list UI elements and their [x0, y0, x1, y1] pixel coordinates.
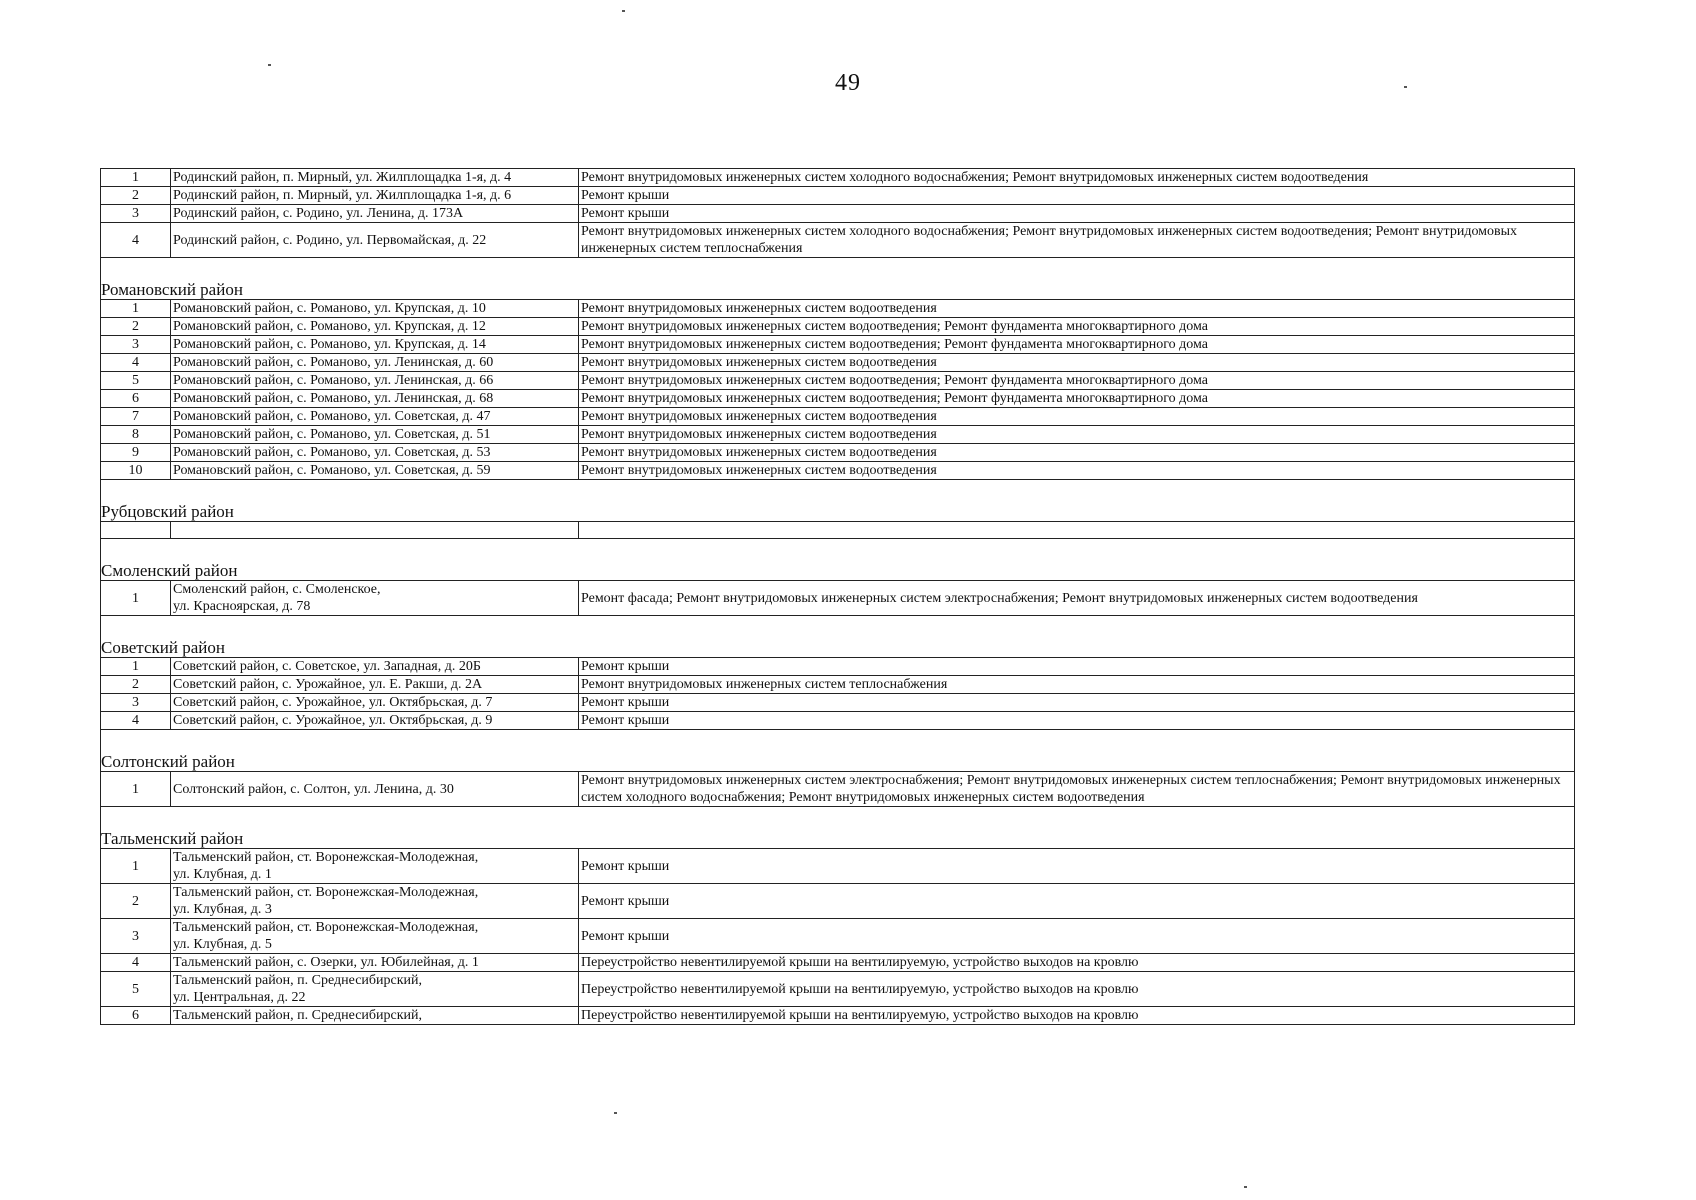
- table-row: [101, 205, 1575, 223]
- row-works: Ремонт внутридомовых инженерных систем теплоснабжения: [579, 676, 1575, 694]
- row-works: Ремонт крыши: [579, 694, 1575, 712]
- row-works: Ремонт внутридомовых инженерных систем водоотведения; Ремонт фундамента многоквартирного дома: [579, 318, 1575, 336]
- district-name: Советский район: [101, 616, 1575, 658]
- row-number: 2: [101, 884, 171, 919]
- district-name: Романовский район: [101, 258, 1575, 300]
- row-number: 1: [101, 658, 171, 676]
- row-number: 3: [101, 336, 171, 354]
- row-number: 10: [101, 462, 171, 480]
- scan-speck: [268, 64, 271, 66]
- row-works: Ремонт внутридомовых инженерных систем холодного водоснабжения; Ремонт внутридомовых инженерных систем водоотведения: [579, 169, 1575, 187]
- row-number: 7: [101, 408, 171, 426]
- row-address: Солтонский район, с. Солтон, ул. Ленина, д. 30: [171, 772, 579, 807]
- table-row: [101, 581, 1575, 616]
- row-address: Советский район, с. Урожайное, ул. Октябрьская, д. 9: [171, 712, 579, 730]
- table-row: [101, 408, 1575, 426]
- row-works: Переустройство невентилируемой крыши на вентилируемую, устройство выходов на кровлю: [579, 1007, 1575, 1025]
- row-address: Тальменский район, с. Озерки, ул. Юбилейная, д. 1: [171, 954, 579, 972]
- row-number: 5: [101, 972, 171, 1007]
- row-works: Ремонт внутридомовых инженерных систем водоотведения: [579, 354, 1575, 372]
- row-address: Романовский район, с. Романово, ул. Советская, д. 53: [171, 444, 579, 462]
- row-number: 1: [101, 300, 171, 318]
- row-address: Романовский район, с. Романово, ул. Советская, д. 59: [171, 462, 579, 480]
- row-works: Ремонт крыши: [579, 849, 1575, 884]
- row-number: 1: [101, 772, 171, 807]
- row-address: Родинский район, с. Родино, ул. Ленина, д. 173А: [171, 205, 579, 223]
- table-row: [101, 1007, 1575, 1025]
- district-name: Тальменский район: [101, 807, 1575, 849]
- table-row: [101, 712, 1575, 730]
- table-row: [101, 772, 1575, 807]
- row-number: 2: [101, 318, 171, 336]
- row-works: Переустройство невентилируемой крыши на вентилируемую, устройство выходов на кровлю: [579, 954, 1575, 972]
- table-row: [101, 318, 1575, 336]
- table-row: [101, 972, 1575, 1007]
- table-row: [101, 954, 1575, 972]
- row-works: Ремонт внутридомовых инженерных систем водоотведения; Ремонт фундамента многоквартирного дома: [579, 336, 1575, 354]
- table-row: [101, 919, 1575, 954]
- row-works: Ремонт крыши: [579, 205, 1575, 223]
- row-works: Ремонт внутридомовых инженерных систем водоотведения: [579, 426, 1575, 444]
- row-works: Ремонт крыши: [579, 884, 1575, 919]
- table-row: [101, 426, 1575, 444]
- row-address: Романовский район, с. Романово, ул. Ленинская, д. 68: [171, 390, 579, 408]
- row-address: Родинский район, п. Мирный, ул. Жилплощадка 1-я, д. 6: [171, 187, 579, 205]
- district-header-row: [101, 730, 1575, 772]
- district-header-row: [101, 539, 1575, 581]
- row-number: 3: [101, 694, 171, 712]
- table-row: [101, 390, 1575, 408]
- table-row: [101, 300, 1575, 318]
- row-number: 1: [101, 581, 171, 616]
- repair-table: [100, 168, 1575, 1025]
- row-number: 9: [101, 444, 171, 462]
- table-row: [101, 884, 1575, 919]
- row-works: Ремонт внутридомовых инженерных систем водоотведения: [579, 408, 1575, 426]
- table-row: [101, 372, 1575, 390]
- scan-speck: [614, 1112, 617, 1114]
- row-number: 4: [101, 712, 171, 730]
- row-works: Ремонт фасада; Ремонт внутридомовых инженерных систем электроснабжения; Ремонт внутридомовых инженерных систем водоотведения: [579, 581, 1575, 616]
- page-number: 49: [835, 70, 861, 96]
- row-works: Ремонт внутридомовых инженерных систем водоотведения: [579, 444, 1575, 462]
- table-row: [101, 169, 1575, 187]
- row-address: Смоленский район, с. Смоленское, ул. Красноярская, д. 78: [171, 581, 579, 616]
- table-row: [101, 354, 1575, 372]
- row-number: 4: [101, 354, 171, 372]
- row-number: 4: [101, 954, 171, 972]
- row-address: Родинский район, п. Мирный, ул. Жилплощадка 1-я, д. 4: [171, 169, 579, 187]
- row-address: Романовский район, с. Романово, ул. Советская, д. 47: [171, 408, 579, 426]
- row-number: 6: [101, 390, 171, 408]
- row-address: Тальменский район, ст. Воронежская-Молодежная, ул. Клубная, д. 5: [171, 919, 579, 954]
- row-number: [101, 522, 171, 539]
- row-address: Романовский район, с. Романово, ул. Ленинская, д. 66: [171, 372, 579, 390]
- district-header-row: [101, 616, 1575, 658]
- row-address: Романовский район, с. Романово, ул. Крупская, д. 12: [171, 318, 579, 336]
- row-works: Ремонт внутридомовых инженерных систем водоотведения; Ремонт фундамента многоквартирного дома: [579, 372, 1575, 390]
- district-name: Смоленский район: [101, 539, 1575, 581]
- row-works: Ремонт крыши: [579, 658, 1575, 676]
- row-works: Ремонт внутридомовых инженерных систем водоотведения; Ремонт фундамента многоквартирного дома: [579, 390, 1575, 408]
- row-address: Тальменский район, ст. Воронежская-Молодежная, ул. Клубная, д. 1: [171, 849, 579, 884]
- scan-speck: [1244, 1186, 1247, 1188]
- row-address: Тальменский район, п. Среднесибирский, ул. Центральная, д. 22: [171, 972, 579, 1007]
- table-row: [101, 444, 1575, 462]
- row-works: Ремонт крыши: [579, 712, 1575, 730]
- row-number: 2: [101, 187, 171, 205]
- row-works: Ремонт внутридомовых инженерных систем водоотведения: [579, 300, 1575, 318]
- table-body: [101, 169, 1575, 1025]
- row-works: Ремонт внутридомовых инженерных систем водоотведения: [579, 462, 1575, 480]
- row-address: Тальменский район, п. Среднесибирский,: [171, 1007, 579, 1025]
- row-address: Романовский район, с. Романово, ул. Советская, д. 51: [171, 426, 579, 444]
- row-works: Ремонт внутридомовых инженерных систем холодного водоснабжения; Ремонт внутридомовых инженерных систем водоотведения; Ремонт внутридомовых инженерных систем теплоснабжения: [579, 223, 1575, 258]
- table-row: [101, 522, 1575, 539]
- row-works: Ремонт внутридомовых инженерных систем электроснабжения; Ремонт внутридомовых инженерных систем теплоснабжения; Ремонт внутридомовых инженерных систем холодного водоснабжения; Ремонт внутридомовых инженерных систем водоотведения: [579, 772, 1575, 807]
- row-number: 5: [101, 372, 171, 390]
- scan-speck: [1404, 86, 1407, 88]
- table-row: [101, 676, 1575, 694]
- row-works: Ремонт крыши: [579, 187, 1575, 205]
- district-name: Рубцовский район: [101, 480, 1575, 522]
- row-address: Родинский район, с. Родино, ул. Первомайская, д. 22: [171, 223, 579, 258]
- row-works: [579, 522, 1575, 539]
- row-number: 3: [101, 205, 171, 223]
- row-number: 8: [101, 426, 171, 444]
- row-number: 4: [101, 223, 171, 258]
- row-works: Ремонт крыши: [579, 919, 1575, 954]
- table-row: [101, 336, 1575, 354]
- table-row: [101, 462, 1575, 480]
- district-header-row: [101, 480, 1575, 522]
- row-number: 1: [101, 169, 171, 187]
- row-address: Романовский район, с. Романово, ул. Ленинская, д. 60: [171, 354, 579, 372]
- table-row: [101, 187, 1575, 205]
- row-address: [171, 522, 579, 539]
- row-address: Советский район, с. Урожайное, ул. Е. Ракши, д. 2А: [171, 676, 579, 694]
- district-header-row: [101, 807, 1575, 849]
- row-number: 1: [101, 849, 171, 884]
- district-name: Солтонский район: [101, 730, 1575, 772]
- row-number: 3: [101, 919, 171, 954]
- district-header-row: [101, 258, 1575, 300]
- table-row: [101, 694, 1575, 712]
- table-row: [101, 223, 1575, 258]
- row-address: Советский район, с. Урожайное, ул. Октябрьская, д. 7: [171, 694, 579, 712]
- row-address: Романовский район, с. Романово, ул. Крупская, д. 10: [171, 300, 579, 318]
- row-address: Советский район, с. Советское, ул. Западная, д. 20Б: [171, 658, 579, 676]
- row-address: Романовский район, с. Романово, ул. Крупская, д. 14: [171, 336, 579, 354]
- table-row: [101, 658, 1575, 676]
- table-row: [101, 849, 1575, 884]
- row-works: Переустройство невентилируемой крыши на вентилируемую, устройство выходов на кровлю: [579, 972, 1575, 1007]
- scan-speck: [622, 10, 625, 12]
- row-number: 2: [101, 676, 171, 694]
- row-number: 6: [101, 1007, 171, 1025]
- row-address: Тальменский район, ст. Воронежская-Молодежная, ул. Клубная, д. 3: [171, 884, 579, 919]
